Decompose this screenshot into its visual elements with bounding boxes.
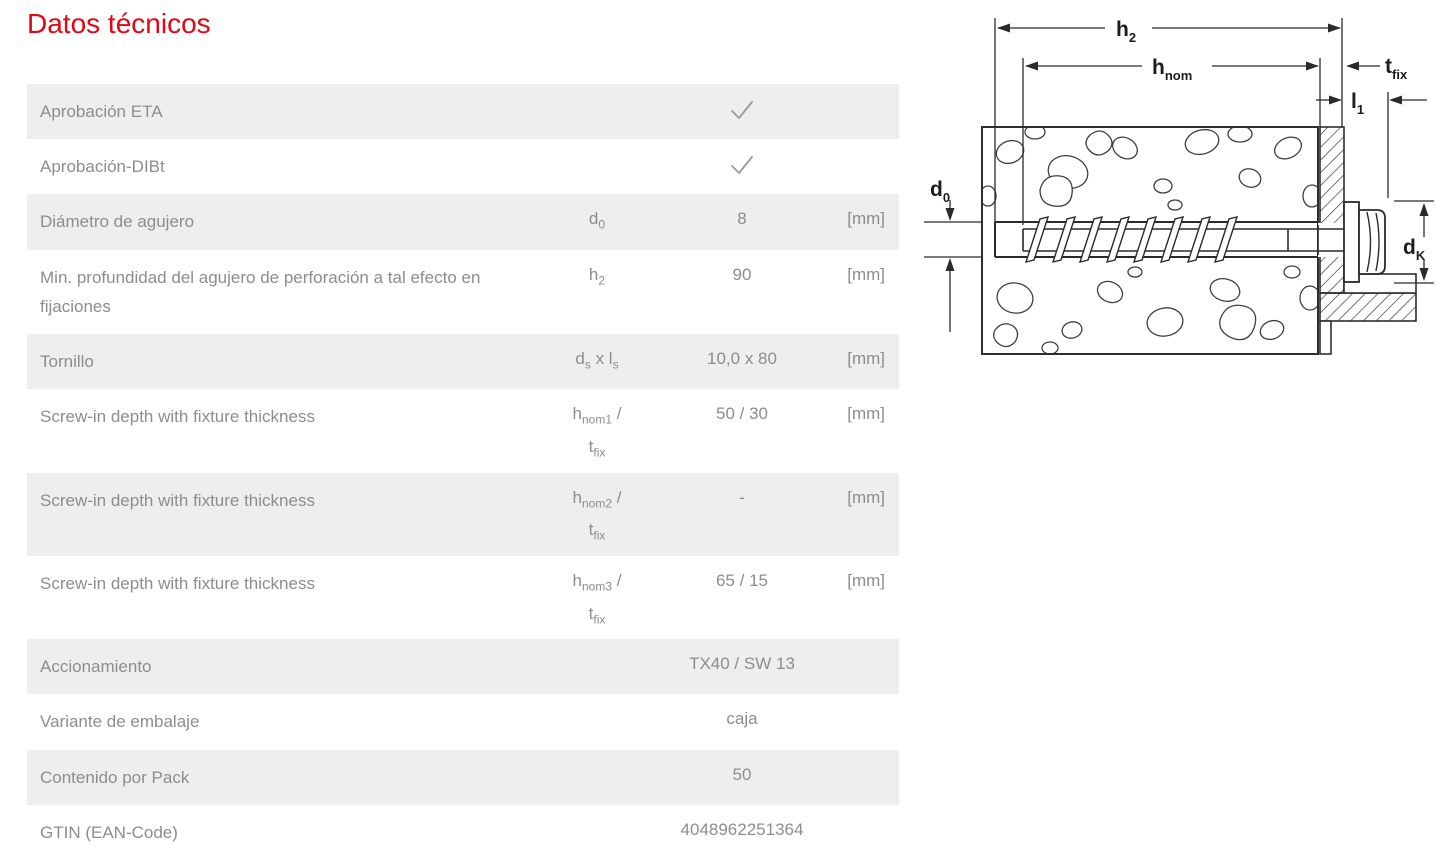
- table-row: [27, 639, 899, 694]
- page-title: Datos técnicos: [27, 8, 211, 39]
- installation-diagram: [920, 0, 1437, 440]
- table-row: [27, 750, 899, 805]
- row-label: Aprobación-DIBt: [40, 157, 165, 177]
- dim-dk: [1394, 201, 1434, 283]
- row-label: Diámetro de agujero: [40, 212, 195, 232]
- washer: [1344, 202, 1359, 282]
- row-label: Variante de embalaje: [40, 712, 200, 732]
- row-label: Min. profundidad del agujero de perforación a tal efecto en fijaciones: [40, 267, 481, 316]
- checkmark-icon: [730, 100, 754, 120]
- table-row: [27, 84, 899, 139]
- row-value: 65 / 15: [716, 570, 768, 590]
- hex-head: [1359, 210, 1385, 274]
- row-unit: [mm]: [847, 487, 885, 507]
- row-unit: [mm]: [847, 404, 885, 424]
- dim-dk-label: $d_K$: [1403, 236, 1426, 263]
- row-label: Contenido por Pack: [40, 767, 190, 787]
- dim-tfix: [1346, 55, 1408, 82]
- row-value: 4048962251364: [680, 819, 804, 839]
- row-value: 90: [732, 264, 752, 284]
- symbol-line: $h_2$: [588, 264, 606, 288]
- dim-tfix-label: $t_{fix}$: [1385, 55, 1408, 82]
- row-label: Aprobación ETA: [40, 102, 163, 121]
- row-value: [671, 97, 813, 122]
- table-row: [27, 694, 899, 749]
- symbol-line: $h_{nom2}$ /: [572, 487, 622, 511]
- table-row: [27, 805, 899, 860]
- row-label: Tornillo: [40, 352, 94, 372]
- row-unit: [mm]: [847, 570, 885, 590]
- table-row: [27, 250, 899, 334]
- row-unit: [mm]: [847, 349, 885, 369]
- dim-l1-label: $l_1$: [1351, 90, 1365, 117]
- row-value: 50: [732, 764, 752, 784]
- symbol-line: $h_{nom3}$ /: [572, 570, 622, 594]
- row-value: 10,0 x 80: [707, 349, 777, 369]
- dim-h2-label: $h_2$: [1116, 18, 1137, 45]
- row-value: TX40 / SW 13: [689, 654, 795, 674]
- table-row: [27, 139, 899, 194]
- row-symbol: [523, 569, 671, 626]
- technical-data-table: [27, 84, 899, 860]
- row-label: Screw-in depth with fixture thickness: [40, 490, 315, 510]
- table-row: [27, 389, 899, 472]
- symbol-line: $d_0$: [588, 209, 606, 232]
- row-symbol: [523, 402, 671, 459]
- row-label: Accionamiento: [40, 657, 152, 677]
- symbol-line: $t_{fix}$: [588, 437, 606, 460]
- row-value: caja: [726, 709, 758, 729]
- row-value: 8: [737, 209, 747, 229]
- table-row: [27, 556, 899, 639]
- table-row: [27, 194, 899, 249]
- row-unit: [mm]: [847, 264, 885, 284]
- row-unit: [mm]: [847, 209, 885, 229]
- row-label: Screw-in depth with fixture thickness: [40, 573, 315, 593]
- table-row: [27, 473, 899, 556]
- row-symbol: [523, 207, 671, 232]
- row-value: 50 / 30: [716, 404, 768, 424]
- symbol-line: $t_{fix}$: [588, 603, 606, 626]
- bracket-leg: [1320, 293, 1416, 321]
- symbol-line: $t_{fix}$: [588, 520, 606, 543]
- dim-d0: [924, 178, 982, 332]
- row-value: [671, 152, 813, 177]
- symbol-line: $h_{nom1}$ /: [572, 404, 622, 427]
- row-symbol: [523, 347, 671, 372]
- table-row: [27, 334, 899, 389]
- row-symbol: [523, 263, 671, 288]
- row-value: -: [739, 487, 745, 507]
- checkmark-icon: [730, 155, 754, 175]
- row-label: GTIN (EAN-Code): [40, 822, 178, 842]
- dim-d0-label: $d_0$: [930, 178, 951, 205]
- dim-hnom-label: $h_{nom}$: [1152, 56, 1193, 83]
- row-label: Screw-in depth with fixture thickness: [40, 407, 315, 427]
- symbol-line: $d_s$ x $l_s$: [575, 349, 619, 372]
- row-symbol: [523, 486, 671, 543]
- concrete-block: [980, 125, 1321, 354]
